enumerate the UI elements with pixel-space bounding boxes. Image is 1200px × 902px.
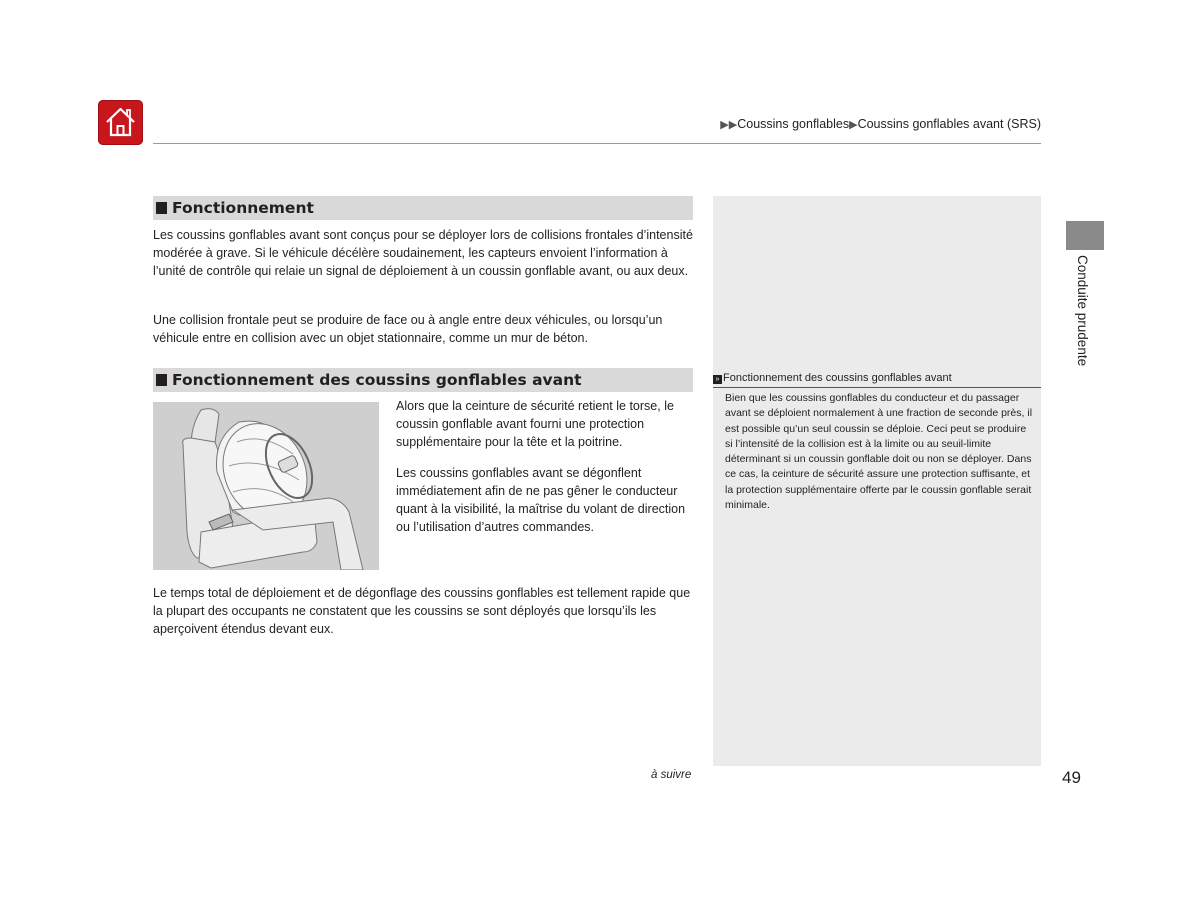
breadcrumb-item[interactable]: Coussins gonflables avant (SRS) bbox=[857, 117, 1041, 131]
continued-note: à suivre bbox=[651, 769, 692, 781]
header-divider bbox=[153, 143, 1041, 144]
chapter-tab[interactable] bbox=[1066, 221, 1104, 250]
home-button[interactable] bbox=[98, 100, 143, 145]
section-heading: Fonctionnement bbox=[153, 196, 693, 220]
note-body: Bien que les coussins gonflables du conducteur et du passager avant se déploient normalement à une fraction de seconde près, il est possible qu’un seul coussin se déploie. Ceci peut se produire si l’intensité de la collision est à la limite ou au seuil-limite déterminant si un coussin gonflable doit ou non se déployer. Dans ce cas, la ceinture de sécurité assure une protection suffisante, et la protection supplémentaire offerte par le coussin gonflable serait minimale. bbox=[725, 392, 1033, 512]
paragraph: Alors que la ceinture de sécurité retient le torse, le coussin gonflable avant fourni une protection supplémentaire pour la tête et la poitrine. bbox=[396, 399, 674, 449]
section-heading: Fonctionnement des coussins gonflables avant bbox=[153, 368, 693, 392]
paragraph: Les coussins gonflables avant se dégonflent immédiatement afin de ne pas gêner le conducteur quant à la visibilité, la maîtrise du volant de direction ou l’utilisation d’autres commandes. bbox=[396, 466, 686, 534]
home-icon bbox=[105, 106, 136, 138]
driver-airbag-illustration bbox=[153, 402, 379, 570]
square-bullet-icon bbox=[156, 374, 167, 386]
note-reference-icon: » bbox=[713, 375, 722, 384]
paragraph: Les coussins gonflables avant sont conçus pour se déployer lors de collisions frontales d’intensité modérée à grave. Si le véhicule décélère soudainement, les capteurs envoient l’information à l’unité de contrôle qui relaie un signal de déploiement à un coussin gonflable avant, ou aux deux. bbox=[153, 228, 693, 278]
paragraph: Une collision frontale peut se produire de face ou à angle entre deux véhicules, ou lorsqu’un véhicule entre en collision avec un objet stationnaire, comme un mur de béton. bbox=[153, 313, 663, 345]
note-heading: » Fonctionnement des coussins gonflables avant bbox=[713, 371, 1041, 388]
square-bullet-icon bbox=[156, 202, 167, 214]
paragraph: Le temps total de déploiement et de dégonflage des coussins gonflables est tellement rapide que la plupart des occupants ne constatent que les coussins se sont déployés que lorsqu’ils les aperçoivent étendus devant eux. bbox=[153, 586, 691, 636]
breadcrumb-item[interactable]: Coussins gonflables bbox=[737, 117, 850, 131]
chapter-label: Conduite prudente bbox=[1075, 255, 1090, 367]
page-number: 49 bbox=[1062, 768, 1081, 787]
breadcrumb: ▶▶Coussins gonflables▶Coussins gonflables avant (SRS) bbox=[720, 117, 1041, 131]
